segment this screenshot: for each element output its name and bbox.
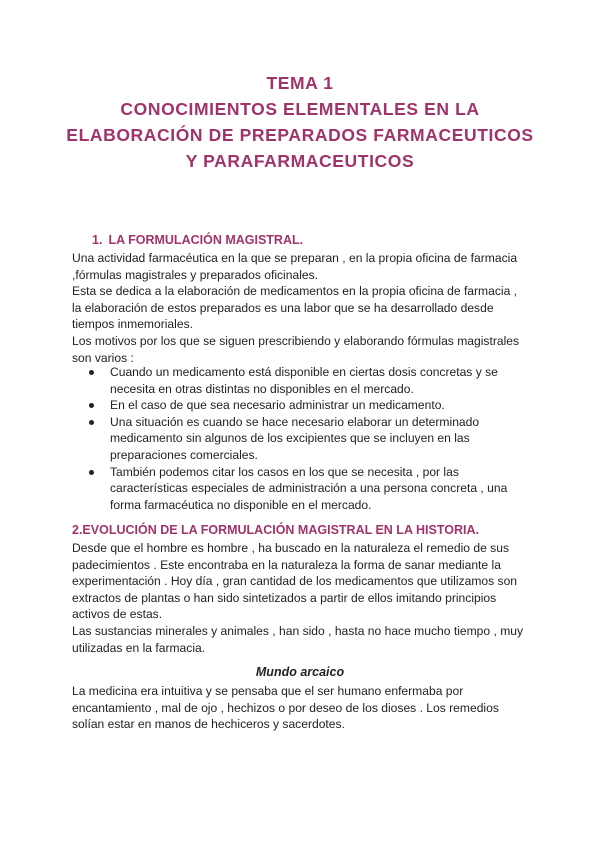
list-item [72, 397, 542, 414]
title-line-1: TEMA 1 [266, 73, 334, 93]
reasons-list [72, 364, 542, 513]
paragraph-line: experimentación . Hoy día , gran cantidad de los medicamentos que utilizamos son [72, 574, 518, 589]
paragraph-line: encantamiento , mal de ojo , hechizos o por deseo de los dioses . Los remedios [72, 700, 499, 715]
paragraph-line: Las sustancias minerales y animales , han sido , hasta no hace mucho tiempo , muy [72, 623, 524, 638]
bullet-icon [89, 370, 94, 375]
bullet-icon [89, 420, 94, 425]
list-item-line: En el caso de que sea necesario administrar un medicamento. [110, 398, 445, 413]
paragraph-line: la elaboración de estos preparados es una labor que se ha desarrollado desde [72, 300, 494, 315]
paragraph-line: solían estar en manos de hechiceros y sacerdotes. [72, 717, 345, 732]
list-item-line: También podemos citar los casos en los que se necesita , por las [110, 464, 459, 479]
paragraph-line: Los motivos por los que se siguen prescribiendo y elaborando fórmulas magistrales [72, 333, 520, 348]
paragraph-line: Una actividad farmacéutica en la que se preparan , en la propia oficina de farmacia [72, 251, 518, 265]
list-item-line: necesita en otras distintas no disponibles en el mercado. [110, 381, 414, 396]
bullet-icon [89, 470, 94, 475]
paragraph-line: son varios : [72, 350, 134, 365]
bullet-icon [89, 403, 94, 408]
paragraph-line: tiempos inmemoriales. [72, 317, 193, 332]
section-1-heading [92, 233, 303, 247]
paragraph-line: Desde que el hombre es hombre , ha buscado en la naturaleza el remedio de sus [72, 541, 509, 555]
list-item-line: características especiales de administración a una persona concreta , una [110, 481, 508, 496]
list-item-line: preparaciones comerciales. [110, 447, 258, 462]
title-line-4: Y PARAFARMACEUTICOS [185, 151, 415, 171]
section-3-paragraph [72, 683, 542, 733]
title-line-2: CONOCIMIENTOS ELEMENTALES EN LA [120, 99, 480, 119]
section-1-heading-text: LA FORMULACIÓN MAGISTRAL. [108, 233, 304, 247]
title-line-3: ELABORACIÓN DE PREPARADOS FARMACEUTICOS [66, 125, 534, 145]
section-1-number: 1. [92, 233, 103, 247]
paragraph-line: ,fórmulas magistrales y preparados oficinales. [72, 267, 319, 282]
paragraph-line: extractos de plantas o han sido sintetizados a partir de ellos imitando principios [72, 590, 497, 605]
paragraph-line: padecimientos . Este encontraba en la naturaleza la forma de sanar mediante la [72, 557, 501, 572]
section-2-paragraph [72, 540, 542, 656]
section-1-paragraph [72, 250, 542, 366]
paragraph-line: La medicina era intuitiva y se pensaba que el ser humano enfermaba por [72, 684, 464, 698]
list-item-line: Cuando un medicamento está disponible en ciertas dosis concretas y se [110, 365, 498, 379]
document-title [0, 70, 600, 174]
section-2-heading: 2.EVOLUCIÓN DE LA FORMULACIÓN MAGISTRAL EN LA HISTORIA. [72, 523, 479, 537]
paragraph-line: Esta se dedica a la elaboración de medicamentos en la propia oficina de farmacia , [72, 284, 518, 299]
list-item [72, 464, 542, 514]
list-item-line: forma farmacéutica no disponible en el mercado. [110, 497, 372, 512]
list-item-line: medicamento sin algunos de los excipientes que se incluyen en las [110, 431, 470, 446]
section-3-subheading: Mundo arcaico [255, 665, 345, 679]
list-item [72, 414, 542, 464]
paragraph-line: activos de estas. [72, 607, 163, 622]
list-item [72, 364, 542, 397]
paragraph-line: utilizadas en la farmacia. [72, 640, 206, 655]
list-item-line: Una situación es cuando se hace necesario elaborar un determinado [110, 414, 480, 429]
